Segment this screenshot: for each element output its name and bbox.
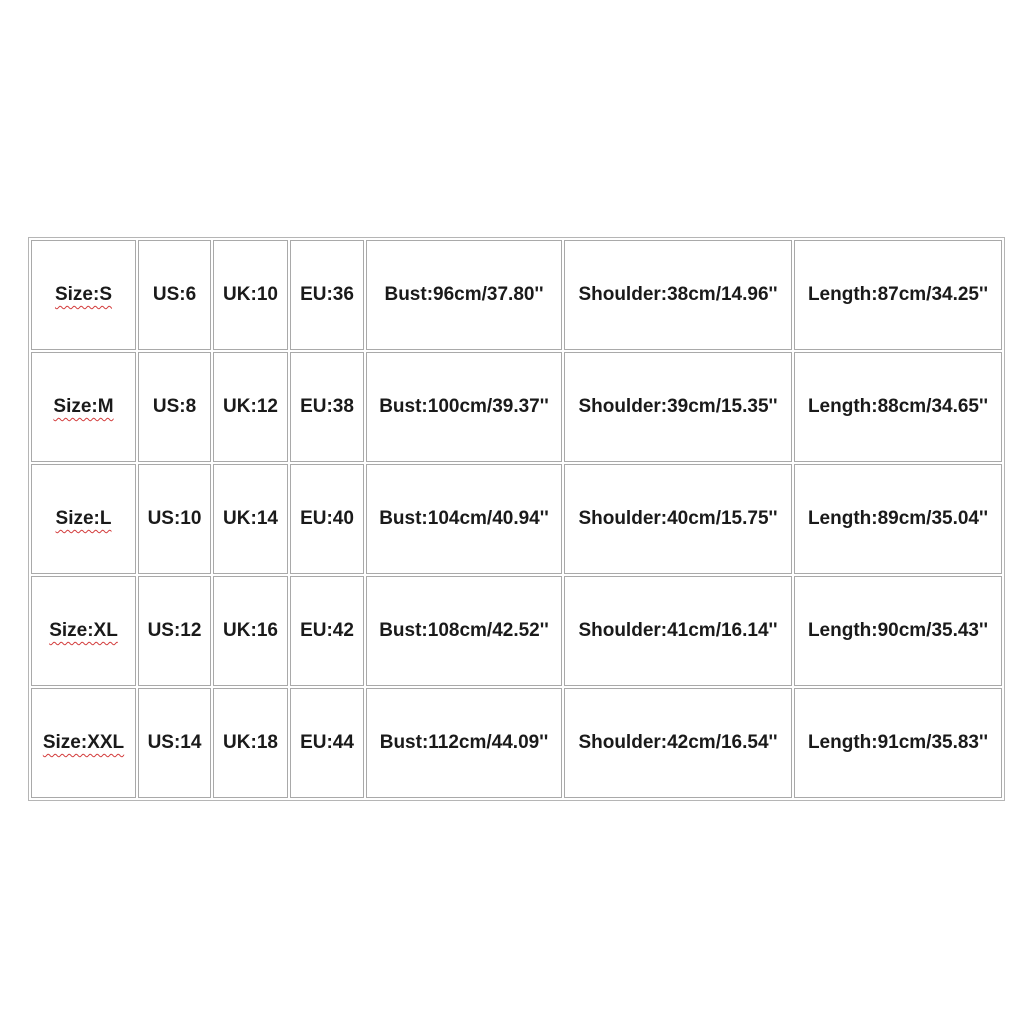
size-cell <box>31 464 136 574</box>
uk-size-cell: UK:18 <box>213 688 288 798</box>
bust-cell: Bust:108cm/42.52'' <box>366 576 562 686</box>
size-label: Size:L <box>55 508 112 529</box>
uk-size-cell: UK:16 <box>213 576 288 686</box>
shoulder-cell: Shoulder:40cm/15.75'' <box>564 464 792 574</box>
uk-size-cell: UK:10 <box>213 240 288 350</box>
length-cell: Length:91cm/35.83'' <box>794 688 1002 798</box>
us-size-cell: US:10 <box>138 464 211 574</box>
length-cell: Length:88cm/34.65'' <box>794 352 1002 462</box>
length-cell: Length:87cm/34.25'' <box>794 240 1002 350</box>
shoulder-cell: Shoulder:42cm/16.54'' <box>564 688 792 798</box>
uk-size-cell: UK:14 <box>213 464 288 574</box>
size-label: Size:XXL <box>42 732 125 753</box>
eu-size-cell: EU:38 <box>290 352 364 462</box>
size-label: Size:S <box>54 284 113 305</box>
table-row <box>31 464 1002 574</box>
bust-cell: Bust:104cm/40.94'' <box>366 464 562 574</box>
bust-cell: Bust:96cm/37.80'' <box>366 240 562 350</box>
length-cell: Length:90cm/35.43'' <box>794 576 1002 686</box>
size-label: Size:XL <box>49 620 118 641</box>
bust-cell: Bust:112cm/44.09'' <box>366 688 562 798</box>
uk-size-cell: UK:12 <box>213 352 288 462</box>
size-chart-body <box>31 240 1002 798</box>
eu-size-cell: EU:40 <box>290 464 364 574</box>
eu-size-cell: EU:42 <box>290 576 364 686</box>
us-size-cell: US:8 <box>138 352 211 462</box>
table-row <box>31 240 1002 350</box>
size-cell <box>31 576 136 686</box>
table-row <box>31 352 1002 462</box>
length-cell: Length:89cm/35.04'' <box>794 464 1002 574</box>
shoulder-cell: Shoulder:39cm/15.35'' <box>564 352 792 462</box>
size-cell <box>31 688 136 798</box>
bust-cell: Bust:100cm/39.37'' <box>366 352 562 462</box>
eu-size-cell: EU:36 <box>290 240 364 350</box>
table-row <box>31 576 1002 686</box>
size-cell <box>31 352 136 462</box>
size-chart-table <box>28 237 1005 801</box>
us-size-cell: US:12 <box>138 576 211 686</box>
us-size-cell: US:6 <box>138 240 211 350</box>
shoulder-cell: Shoulder:38cm/14.96'' <box>564 240 792 350</box>
us-size-cell: US:14 <box>138 688 211 798</box>
size-label: Size:M <box>53 396 114 417</box>
size-cell <box>31 240 136 350</box>
table-row <box>31 688 1002 798</box>
eu-size-cell: EU:44 <box>290 688 364 798</box>
shoulder-cell: Shoulder:41cm/16.14'' <box>564 576 792 686</box>
